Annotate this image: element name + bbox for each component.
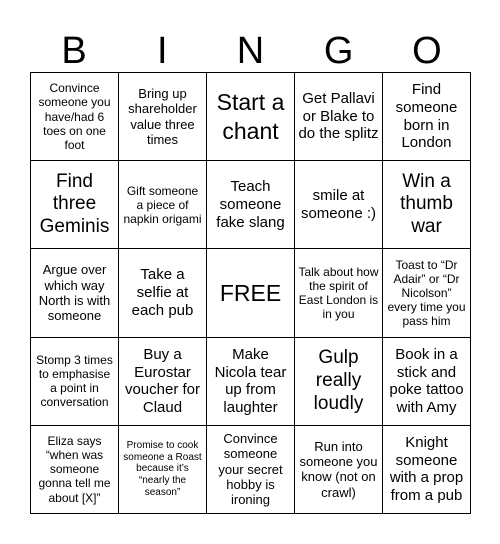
header-letter-b: B [61, 30, 87, 72]
header-letter-i: I [157, 30, 168, 72]
bingo-cell-r4-c5[interactable]: Book in a stick and poke tattoo with Amy [383, 338, 471, 426]
bingo-cell-r4-c3[interactable]: Make Nicola tear up from laughter [207, 338, 295, 426]
bingo-cell-r3-c2[interactable]: Take a selfie at each pub [119, 249, 207, 337]
bingo-cell-r1-c5[interactable]: Find someone born in London [383, 73, 471, 161]
bingo-cell-r4-c1[interactable]: Stomp 3 times to emphasise a point in conversation [31, 338, 119, 426]
bingo-cell-r2-c2[interactable]: Gift someone a piece of napkin origami [119, 161, 207, 249]
bingo-cell-r2-c5[interactable]: Win a thumb war [383, 161, 471, 249]
header-letter-n: N [236, 30, 265, 72]
bingo-cell-r4-c2[interactable]: Buy a Eurostar voucher for Claud [119, 338, 207, 426]
bingo-cell-r1-c2[interactable]: Bring up shareholder value three times [119, 73, 207, 161]
bingo-cell-r3-c5[interactable]: Toast to “Dr Adair” or “Dr Nicolson” every time you pass him [383, 249, 471, 337]
bingo-cell-r2-c3[interactable]: Teach someone fake slang [207, 161, 295, 249]
bingo-cell-r5-c4[interactable]: Run into someone you know (not on crawl) [295, 426, 383, 514]
bingo-cell-r4-c4[interactable]: Gulp really loudly [295, 338, 383, 426]
bingo-cell-r2-c4[interactable]: smile at someone :) [295, 161, 383, 249]
bingo-cell-free[interactable]: FREE [207, 249, 295, 337]
bingo-cell-r3-c1[interactable]: Argue over which way North is with someone [31, 249, 119, 337]
bingo-cell-r3-c4[interactable]: Talk about how the spirit of East London is in you [295, 249, 383, 337]
bingo-cell-r5-c2[interactable]: Promise to cook someone a Roast because it’s “nearly the season” [119, 426, 207, 514]
bingo-header [30, 30, 471, 72]
bingo-cell-r2-c1[interactable]: Find three Geminis [31, 161, 119, 249]
bingo-cell-r5-c5[interactable]: Knight someone with a prop from a pub [383, 426, 471, 514]
bingo-cell-r1-c1[interactable]: Convince someone you have/had 6 toes on one foot [31, 73, 119, 161]
bingo-cell-r1-c3[interactable]: Start a chant [207, 73, 295, 161]
header-letter-g: G [323, 30, 354, 72]
bingo-cell-r5-c1[interactable]: Eliza says “when was someone gonna tell me about [X]” [31, 426, 119, 514]
header-letter-o: O [412, 30, 442, 72]
bingo-grid [30, 72, 471, 514]
bingo-cell-r5-c3[interactable]: Convince someone your secret hobby is ironing [207, 426, 295, 514]
bingo-cell-r1-c4[interactable]: Get Pallavi or Blake to do the splitz [295, 73, 383, 161]
